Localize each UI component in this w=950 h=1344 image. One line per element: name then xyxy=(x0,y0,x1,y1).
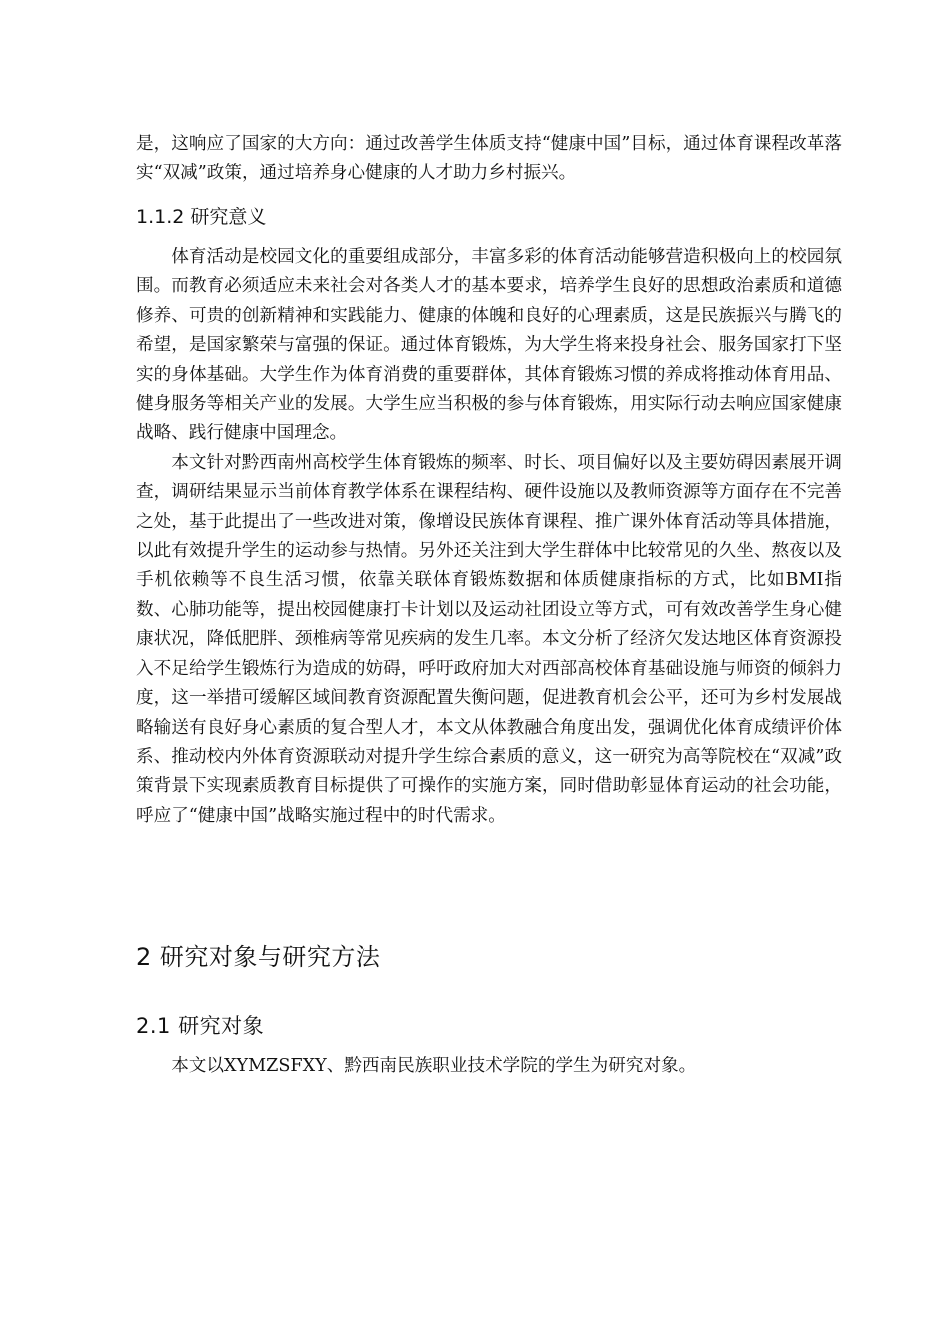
section-1-1-2-body xyxy=(136,243,842,831)
research-significance-paragraph-2: 本文针对黔西南州高校学生体育锻炼的频率、时长、项目偏好以及主要妨碍因素展开调查，调研结果显示当前体育教学体系在课程结构、硬件设施以及教师资源等方面存在不完善之处，基于此提出了一些改进对策，像增设民族体育课程、推广课外体育活动等具体措施，以此有效提升学生的运动参与热情。另外还关注到大学生群体中比较常见的久坐、熬夜以及手机依赖等不良生活习惯，依靠关联体育锻炼数据和体质健康指标的方式，比如BMI指数、心肺功能等，提出校园健康打卡计划以及运动社团设立等方式，可有效改善学生身心健康状况，降低肥胖、颈椎病等常见疾病的发生几率。本文分析了经济欠发达地区体育资源投入不足给学生锻炼行为造成的妨碍，呼吁政府加大对西部高校体育基础设施与师资的倾斜力度，这一举措可缓解区域间教育资源配置失衡问题，促进教育机会公平，还可为乡村发展战略输送有良好身心素质的复合型人才，本文从体教融合角度出发，强调优化体育成绩评价体系、推动校内外体育资源联动对提升学生综合素质的意义，这一研究为高等院校在“双减”政策背景下实现素质教育目标提供了可操作的实施方案，同时借助彰显体育运动的社会功能，呼应了“健康中国”战略实施过程中的时代需求。 xyxy=(136,452,842,826)
continuation-paragraph: 是，这响应了国家的大方向：通过改善学生体质支持“健康中国”目标，通过体育课程改革落实“双减”政策，通过培养身心健康的人才助力乡村振兴。 xyxy=(136,134,842,184)
section-2-1-body xyxy=(136,1052,842,1081)
section-heading-2-1: 2.1 研究对象 xyxy=(136,1014,265,1038)
chapter-heading-2: 2 研究对象与研究方法 xyxy=(136,943,381,971)
research-object-paragraph: 本文以XYMZSFXY、黔西南民族职业技术学院的学生为研究对象。 xyxy=(171,1056,697,1076)
research-significance-paragraph-1: 体育活动是校园文化的重要组成部分，丰富多彩的体育活动能够营造积极向上的校园氛围。而教育必须适应未来社会对各类人才的基本要求，培养学生良好的思想政治素质和道德修养、可贵的创新精神和实践能力、健康的体魄和良好的心理素质，这是民族振兴与腾飞的希望，是国家繁荣与富强的保证。通过体育锻炼，为大学生将来投身社会、服务国家打下坚实的身体基础。大学生作为体育消费的重要群体，其体育锻炼习惯的养成将推动体育用品、健身服务等相关产业的发展。大学生应当积极的参与体育锻炼，用实际行动去响应国家健康战略、践行健康中国理念。 xyxy=(136,247,842,444)
continuation-text-block xyxy=(136,130,842,189)
section-heading-1-1-2: 1.1.2 研究意义 xyxy=(136,206,267,228)
